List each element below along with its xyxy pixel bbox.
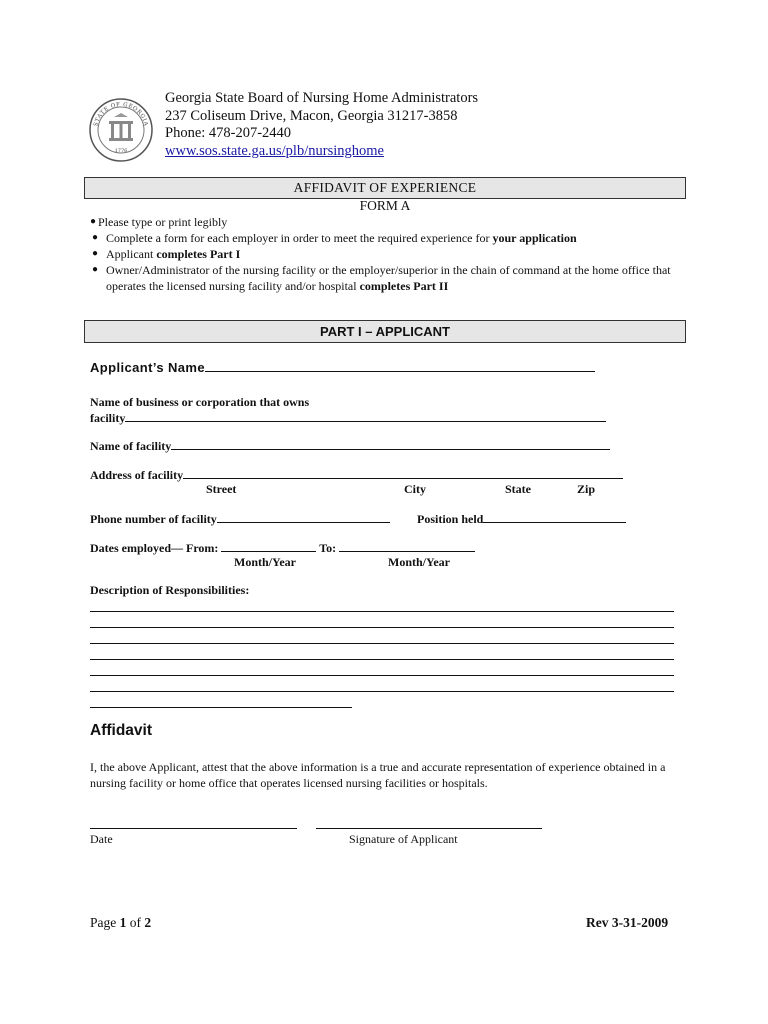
date-caption: Date xyxy=(90,832,113,846)
address-zip-caption: Zip xyxy=(577,482,596,496)
responsibilities-label: Description of Responsibilities: xyxy=(90,583,250,597)
org-name: Georgia State Board of Nursing Home Administrators xyxy=(165,90,479,106)
responsibility-line xyxy=(90,611,674,612)
part-one-heading: PART I – APPLICANT xyxy=(84,320,686,343)
responsibility-line xyxy=(90,643,674,644)
address-state-caption: State xyxy=(505,482,531,496)
business-name-field[interactable] xyxy=(125,410,606,422)
dates-to-label: To: xyxy=(319,541,337,555)
position-row xyxy=(417,511,626,527)
facility-address-field[interactable] xyxy=(183,467,623,479)
address-street-caption: Street xyxy=(206,482,237,496)
applicant-signature-field[interactable] xyxy=(316,828,542,829)
responsibility-line xyxy=(90,691,674,692)
to-month-year-caption: Month/Year xyxy=(388,555,450,569)
instructions-list xyxy=(90,214,690,294)
seal-text: STATE OF GEORGIA xyxy=(93,101,149,127)
seal-year: 1776 xyxy=(114,148,128,154)
affidavit-heading: Affidavit xyxy=(90,722,152,739)
position-label: Position held xyxy=(417,512,484,526)
phone-label: Phone number of facility xyxy=(90,512,217,526)
business-row xyxy=(90,410,606,426)
applicant-name-label: Applicant’s Name xyxy=(90,360,206,375)
form-title: AFFIDAVIT OF EXPERIENCE xyxy=(84,177,686,199)
responsibility-line xyxy=(90,659,674,660)
page-number: Page 1 of 2 xyxy=(90,915,152,930)
instruction-item: ● Please type or print legibly xyxy=(90,214,690,230)
dates-row xyxy=(90,540,475,556)
business-label-line2: facility xyxy=(90,411,126,425)
instruction-item: ● Complete a form for each employer in order to meet the required experience for your application xyxy=(90,230,690,246)
responsibility-line xyxy=(90,675,674,676)
org-phone: Phone: 478-207-2440 xyxy=(165,125,292,141)
org-address: 237 Coliseum Drive, Macon, Georgia 31217-3858 xyxy=(165,107,458,124)
responsibility-line xyxy=(90,707,352,708)
revision-date: Rev 3-31-2009 xyxy=(586,915,669,930)
position-field[interactable] xyxy=(483,511,626,523)
instruction-item: ● Owner/Administrator of the nursing facility or the employer/superior in the chain of command at the home office that operates the licensed nursing facility and/or hospital completes Part II xyxy=(90,262,690,294)
phone-field[interactable] xyxy=(217,511,390,523)
applicant-name-row xyxy=(90,360,595,375)
responsibility-line xyxy=(90,627,674,628)
date-to-field[interactable] xyxy=(339,540,475,552)
date-signature-field[interactable] xyxy=(90,828,297,829)
applicant-name-field[interactable] xyxy=(205,360,595,372)
address-city-caption: City xyxy=(404,482,426,496)
facility-address-label: Address of facility xyxy=(90,468,184,482)
facility-name-row xyxy=(90,438,610,454)
phone-row xyxy=(90,511,390,527)
form-subtitle: FORM A xyxy=(359,198,411,213)
signature-caption: Signature of Applicant xyxy=(349,832,458,846)
georgia-state-seal xyxy=(88,97,154,163)
from-month-year-caption: Month/Year xyxy=(234,555,296,569)
facility-name-field[interactable] xyxy=(171,438,610,450)
date-from-field[interactable] xyxy=(221,540,316,552)
facility-address-row xyxy=(90,467,623,483)
business-label-line1: Name of business or corporation that owns xyxy=(90,395,310,409)
facility-name-label: Name of facility xyxy=(90,439,172,453)
letterhead xyxy=(165,90,478,160)
instruction-item: ● Applicant completes Part I xyxy=(90,246,690,262)
org-website-link[interactable]: www.sos.state.ga.us/plb/nursinghome xyxy=(165,142,384,159)
dates-from-label: Dates employed— From: xyxy=(90,541,219,555)
affidavit-statement: I, the above Applicant, attest that the above information is a true and accurate representation of experience obtained in a nursing facility or home office that operates licensed nursing facilities or hospitals. xyxy=(90,760,666,790)
